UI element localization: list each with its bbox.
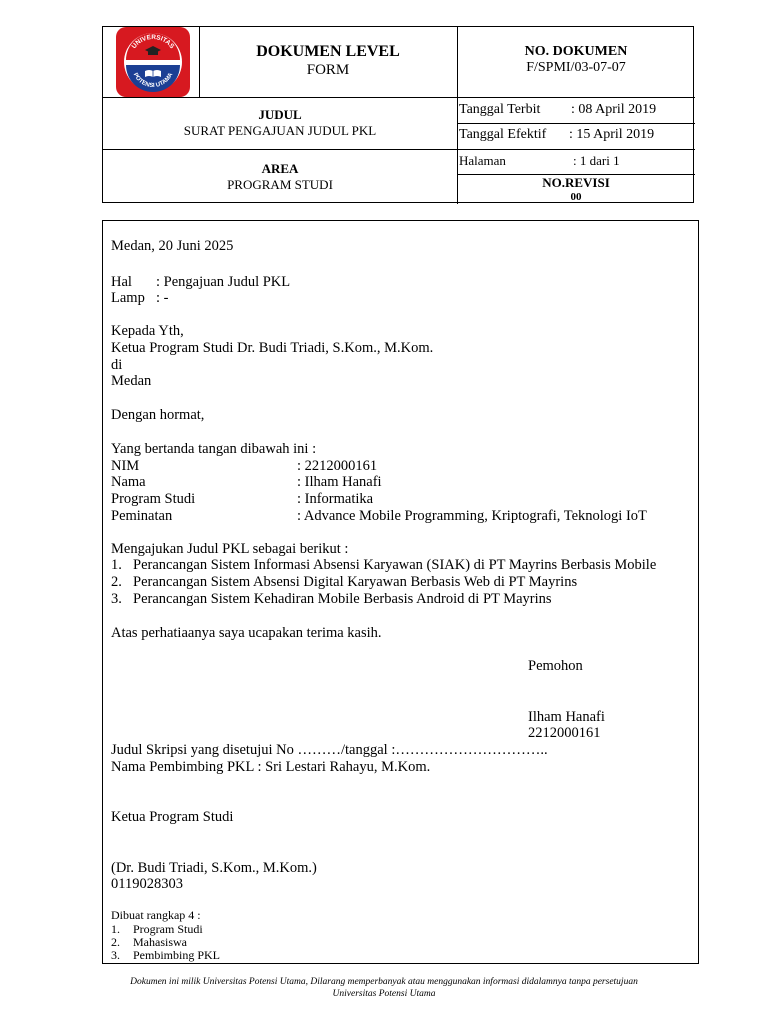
- head-id: 0119028303: [111, 876, 183, 892]
- field-value: : Ilham Hanafi: [297, 474, 382, 490]
- recipient-line: Ketua Program Studi Dr. Budi Triadi, S.Kom., M.Kom.: [111, 340, 434, 356]
- logo-bottom-text: POTENSI UTAMA: [131, 72, 175, 90]
- proposal-intro: Mengajukan Judul PKL sebagai berikut :: [111, 541, 349, 557]
- field-label: Peminatan: [111, 508, 173, 524]
- level-title: DOKUMEN LEVEL: [256, 43, 400, 60]
- level-sub: FORM: [306, 62, 350, 78]
- supervisor: Nama Pembimbing PKL : Sri Lestari Rahayu, M.Kom.: [111, 759, 431, 775]
- place-date: Medan, 20 Juni 2025: [111, 238, 234, 254]
- title-text: Perancangan Sistem Informasi Absensi Karyawan (SIAK) di PT Mayrins Berbasis Mobile: [133, 557, 657, 573]
- title-num: 3.: [111, 591, 122, 607]
- copies-label: Dibuat rangkap 4 :: [111, 908, 201, 922]
- head-label: Ketua Program Studi: [111, 809, 234, 825]
- field-value: : Advance Mobile Programming, Kriptografi, Teknologi IoT: [297, 508, 647, 524]
- field-label: Program Studi: [111, 491, 196, 507]
- revisi-label: NO.REVISI: [542, 175, 610, 190]
- judul-value: SURAT PENGAJUAN JUDUL PKL: [183, 123, 377, 138]
- approved-title: Judul Skripsi yang disetujui No ………/tanggal :…………………………..: [111, 742, 548, 758]
- copy-num: 1.: [111, 922, 120, 936]
- document-header-table: UNIVERSITAS POTENSI UTAMA DOKUMEN LEVEL FORM NO. DOKUMEN F/SPMI/03-07-07 JUDUL SURAT PENGAJUAN JUDUL PKL AREA PROGRAM STUDI Tanggal Terbit : 08 April 2019 Tanggal Efektif : 15 April 2019 Halaman : 1 dari 1 NO.REVISI 00: [102, 26, 694, 203]
- intro: Yang bertanda tangan dibawah ini :: [111, 441, 317, 457]
- footer-line: Universitas Potensi Utama: [332, 989, 436, 999]
- title-num: 1.: [111, 557, 122, 573]
- applicant-label: Pemohon: [528, 658, 583, 674]
- recipient-line: Medan: [111, 373, 152, 389]
- revisi-cell: [457, 176, 695, 204]
- judul-label: JUDUL: [258, 107, 302, 122]
- area-label: AREA: [261, 161, 299, 176]
- revisi-value: 00: [570, 191, 582, 203]
- head-name: (Dr. Budi Triadi, S.Kom., M.Kom.): [111, 860, 317, 876]
- lamp-label: Lamp: [111, 290, 145, 306]
- area-value: PROGRAM STUDI: [227, 177, 333, 192]
- field-label: NIM: [111, 458, 140, 474]
- copy-text: Mahasiswa: [133, 935, 187, 949]
- copy-text: Program Studi: [133, 922, 203, 936]
- title-text: Perancangan Sistem Absensi Digital Karyawan Berbasis Web di PT Mayrins: [133, 574, 578, 590]
- document-footer: [0, 976, 768, 1000]
- footer-line: Dokumen ini milik Universitas Potensi Utama, Dilarang memperbanyak atau menggunakan informasi didalamnya tanpa persetujuan: [130, 977, 638, 987]
- closing: Atas perhatiaanya saya ucapakan terima kasih.: [111, 625, 382, 641]
- greeting: Dengan hormat,: [111, 407, 205, 423]
- logo-top-text: UNIVERSITAS: [130, 33, 176, 51]
- title-text: Perancangan Sistem Kehadiran Mobile Berbasis Android di PT Mayrins: [133, 591, 552, 607]
- recipient-line: Kepada Yth,: [111, 323, 184, 339]
- doc-number-label: NO. DOKUMEN: [524, 44, 628, 59]
- field-value: : Informatika: [297, 491, 374, 507]
- copy-text: Pembimbing PKL: [133, 948, 221, 962]
- field-label: Nama: [111, 474, 146, 490]
- title-num: 2.: [111, 574, 122, 590]
- doc-number-value: F/SPMI/03-07-07: [526, 60, 626, 75]
- copy-num: 2.: [111, 935, 120, 949]
- applicant-nim: 2212000161: [528, 725, 601, 741]
- university-logo: [115, 27, 191, 97]
- field-value: : 2212000161: [297, 458, 378, 474]
- applicant-name: Ilham Hanafi: [528, 709, 605, 725]
- letter-body: [102, 220, 699, 964]
- recipient-line: di: [111, 357, 123, 373]
- lamp-value: : -: [156, 290, 169, 306]
- hal-label: Hal: [111, 274, 132, 290]
- copy-num: 3.: [111, 948, 120, 962]
- hal-value: : Pengajuan Judul PKL: [156, 274, 291, 290]
